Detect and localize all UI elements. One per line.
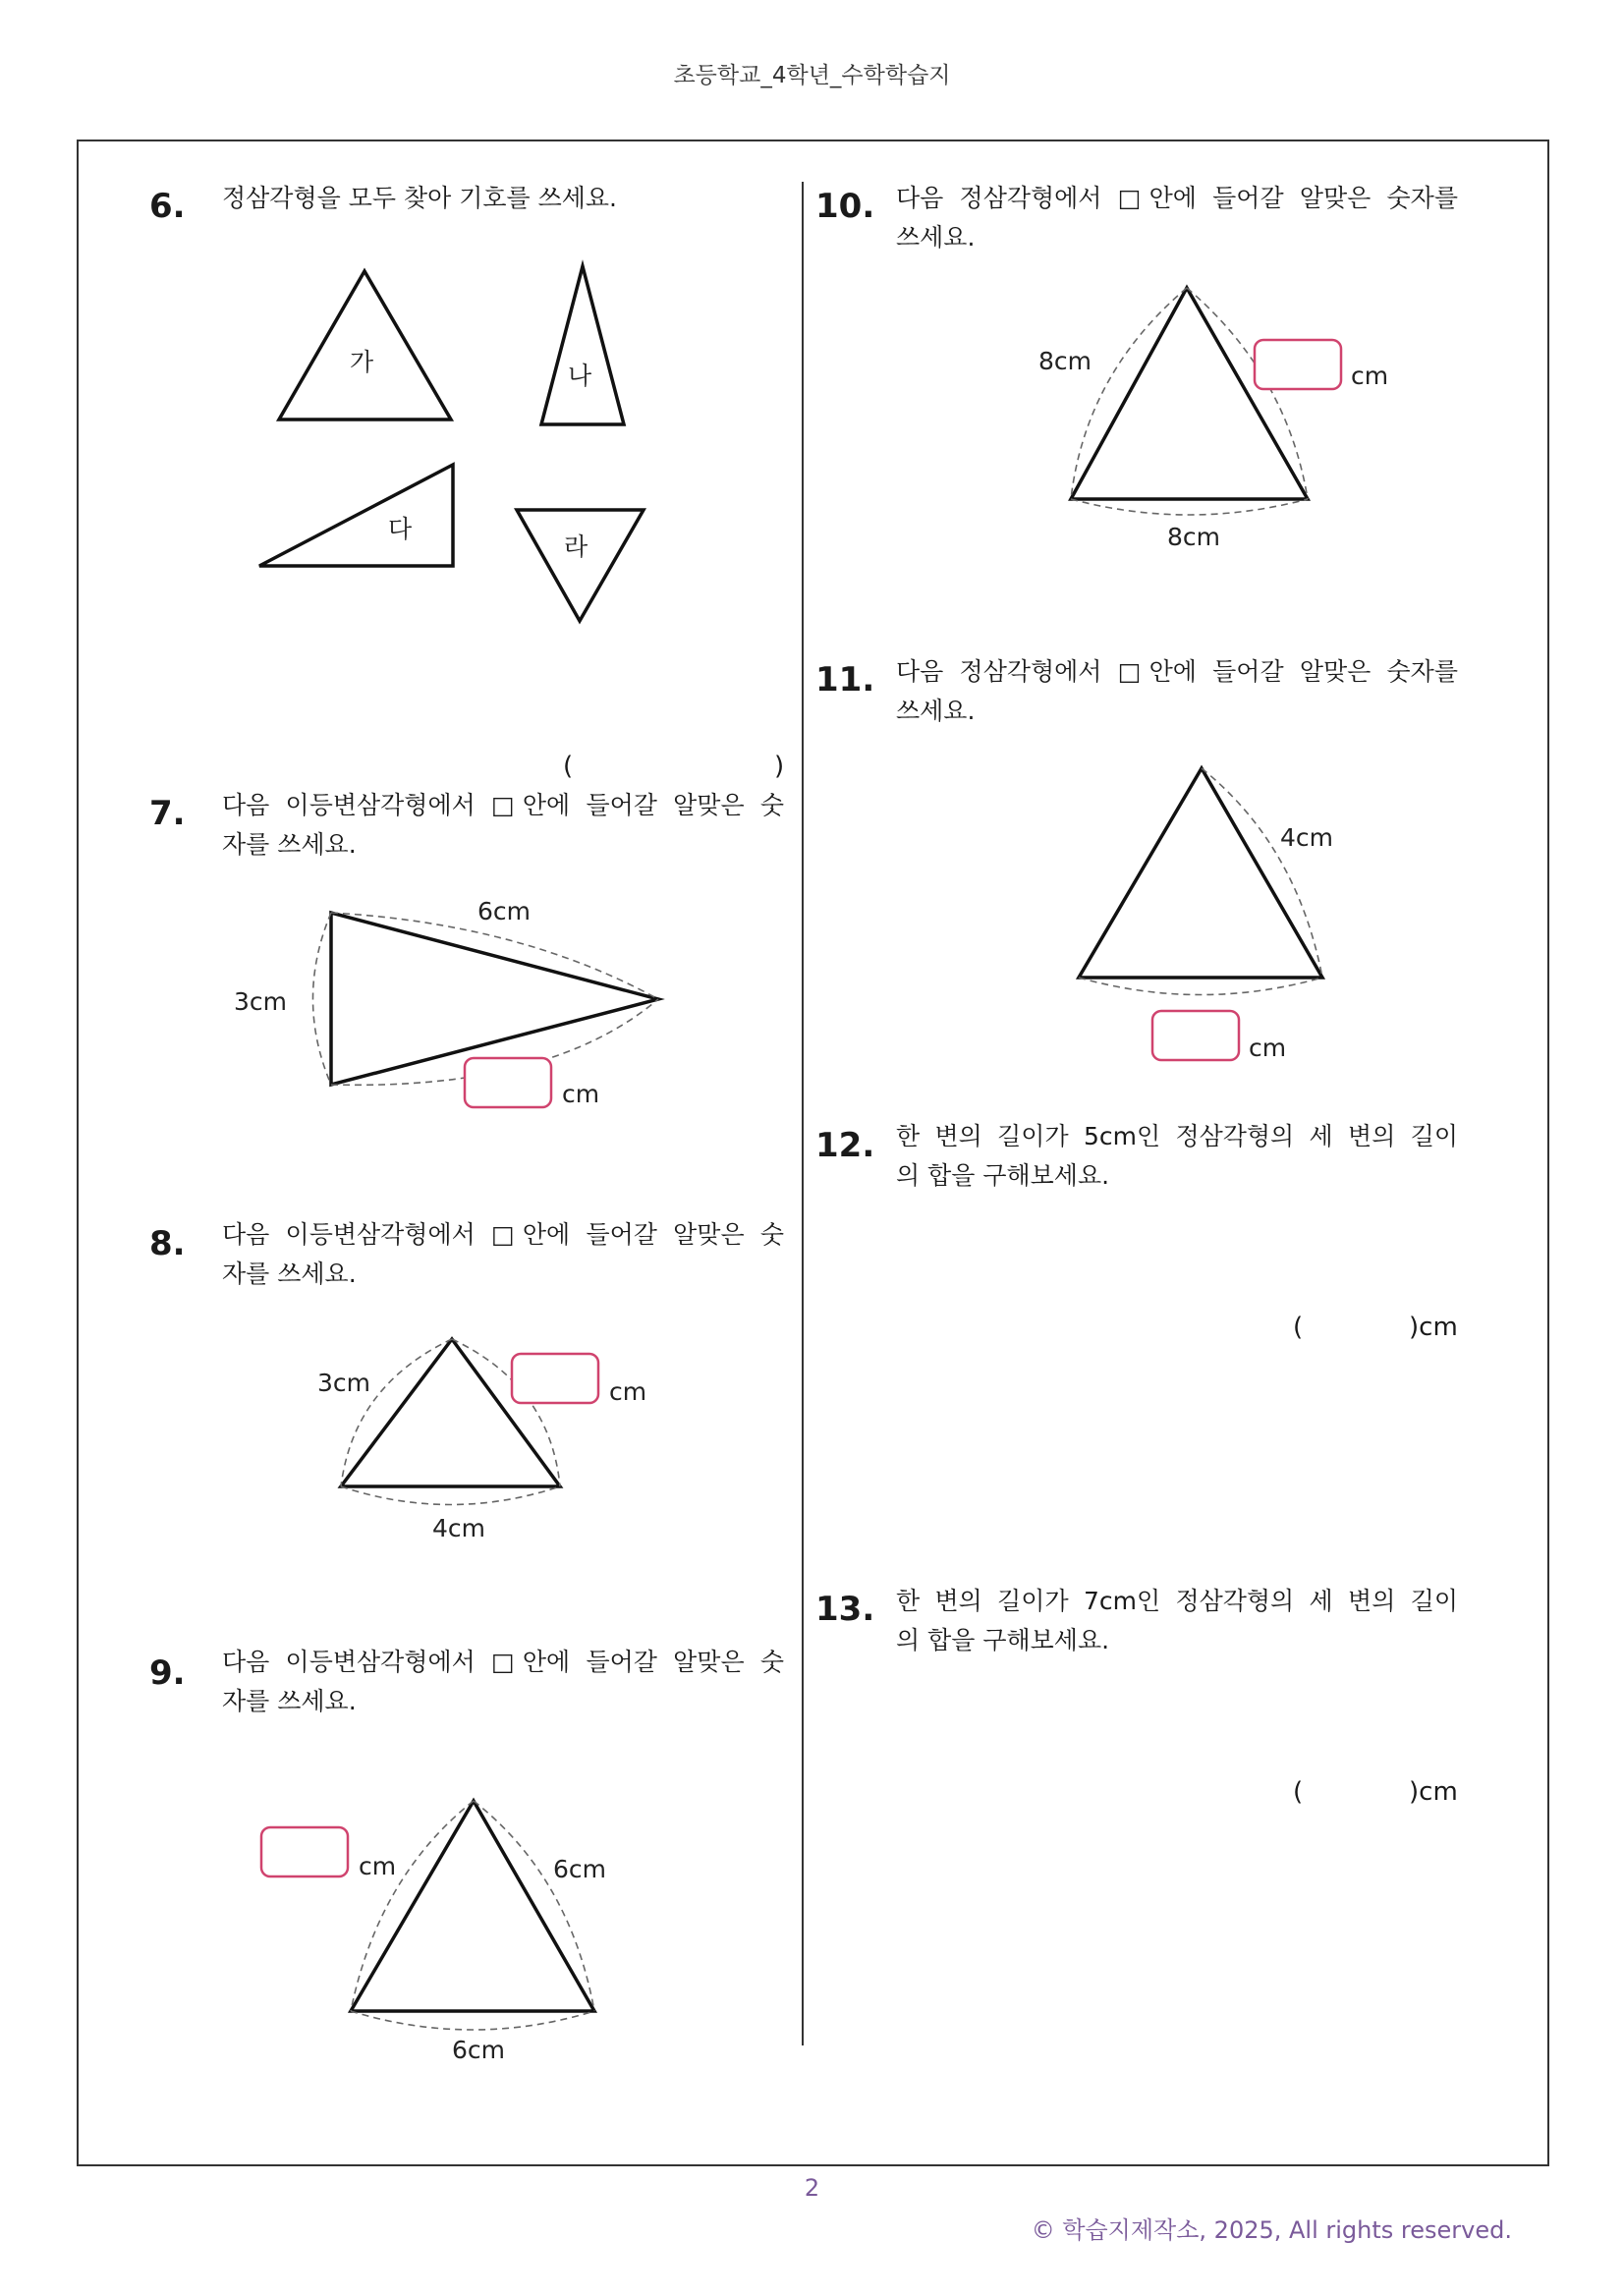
- triangle-q9: [351, 1801, 594, 2011]
- unit-label: cm: [609, 1377, 647, 1406]
- unit-label: cm: [1351, 362, 1389, 390]
- question-number: 12.: [815, 1126, 875, 1165]
- length-label: 3cm: [234, 987, 288, 1016]
- triangle-label: 라: [564, 532, 588, 561]
- triangle-q11: [1079, 768, 1322, 978]
- length-label: 4cm: [1280, 823, 1334, 852]
- triangle-q10: [1071, 288, 1308, 499]
- answer-paren-close: )cm: [1409, 1777, 1458, 1807]
- length-label: 3cm: [317, 1369, 371, 1397]
- triangle-label: 다: [388, 515, 413, 543]
- length-label: 6cm: [452, 2036, 506, 2064]
- answer-box-q11: [1152, 1011, 1239, 1060]
- question-text: 다음 이등변삼각형에서 □안에 들어갈 알맞은 숫 자를 쓰세요.: [222, 1648, 784, 1715]
- question-text: 다음 정삼각형에서 □안에 들어갈 알맞은 숫자를 쓰세요.: [896, 657, 1458, 725]
- question-number: 7.: [149, 794, 186, 833]
- answer-paren-open: (: [1293, 1313, 1304, 1342]
- unit-label: cm: [1249, 1034, 1287, 1062]
- answer-paren-close: ): [774, 752, 785, 781]
- triangle-na: [541, 266, 624, 424]
- question-text: 정삼각형을 모두 찾아 기호를 쓰세요.: [222, 184, 617, 212]
- answer-box-q9: [261, 1827, 348, 1876]
- question-number: 6.: [149, 187, 186, 226]
- answer-box-q7: [465, 1058, 551, 1107]
- page-number: 2: [804, 2174, 820, 2202]
- answer-box-q8: [512, 1354, 598, 1403]
- length-label: 4cm: [432, 1514, 486, 1542]
- question-text: 다음 이등변삼각형에서 □안에 들어갈 알맞은 숫 자를 쓰세요.: [222, 1220, 784, 1288]
- triangle-da: [259, 465, 453, 566]
- answer-paren-open: (: [563, 752, 574, 781]
- question-text: 한 변의 길이가 5cm인 정삼각형의 세 변의 길이 의 합을 구해보세요.: [896, 1122, 1458, 1190]
- question-number: 11.: [815, 660, 875, 700]
- question-text: 한 변의 길이가 7cm인 정삼각형의 세 변의 길이 의 합을 구해보세요.: [896, 1587, 1458, 1654]
- question-number: 13.: [815, 1590, 875, 1629]
- answer-box-q10: [1255, 340, 1341, 389]
- question-number: 9.: [149, 1653, 186, 1693]
- question-text: 다음 이등변삼각형에서 □안에 들어갈 알맞은 숫 자를 쓰세요.: [222, 791, 784, 859]
- unit-label: cm: [359, 1852, 397, 1880]
- triangle-label: 가: [350, 348, 374, 376]
- triangle-label: 나: [568, 362, 592, 390]
- unit-label: cm: [562, 1080, 600, 1108]
- question-number: 8.: [149, 1224, 186, 1263]
- copyright-notice: © 학습지제작소, 2025, All rights reserved.: [1031, 2216, 1512, 2244]
- length-label: 8cm: [1167, 523, 1221, 551]
- worksheet-header: 초등학교_4학년_수학학습지: [673, 63, 951, 88]
- length-label: 8cm: [1038, 347, 1092, 375]
- answer-paren-open: (: [1293, 1777, 1304, 1807]
- question-number: 10.: [815, 187, 875, 226]
- answer-paren-close: )cm: [1409, 1313, 1458, 1342]
- question-text: 다음 정삼각형에서 □안에 들어갈 알맞은 숫자를 쓰세요.: [896, 184, 1458, 252]
- length-label: 6cm: [553, 1855, 607, 1883]
- length-label: 6cm: [477, 897, 532, 925]
- triangle-ra: [517, 510, 644, 621]
